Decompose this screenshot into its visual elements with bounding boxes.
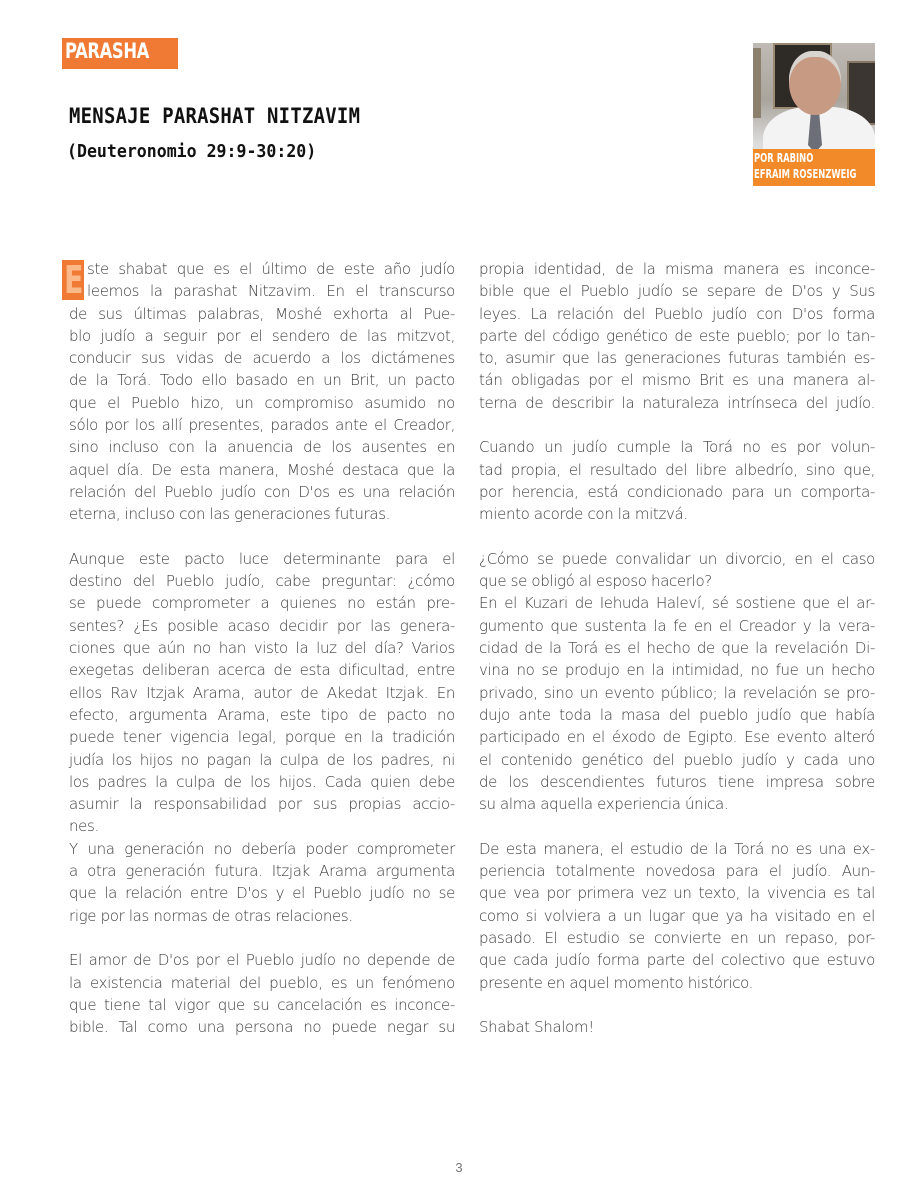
photo-head <box>789 51 841 115</box>
text-line: Aunque este pacto luce determinante para el <box>69 549 455 568</box>
text-line: puede tener vigencia legal, porque en la tradición <box>69 728 455 747</box>
text-line: sólo por los allí presentes, parados ante el Creador, <box>69 416 455 435</box>
paragraph <box>479 548 875 593</box>
text-line: leyes. La relación del Pueblo judío con D'os forma <box>479 304 875 323</box>
text-line: Y una generación no debería poder comprometer <box>69 839 455 858</box>
paragraph <box>64 258 455 526</box>
text-line: El amor de D'os por el Pueblo judío no depende de <box>69 951 455 970</box>
text-line: Cuando un judío cumple la Torá no es por volun- <box>479 438 875 457</box>
article-title: MENSAJE PARASHAT NITZAVIM <box>69 104 361 128</box>
photo-background-frame <box>753 48 761 118</box>
text-line: Shabat Shalom! <box>479 1018 594 1037</box>
text-line: por herencia, está condicionado para un comporta- <box>479 482 875 501</box>
text-line: judía los hijos no pagan la culpa de los padres, ni <box>69 750 455 769</box>
drop-cap <box>62 260 84 300</box>
text-line: terna de describir la naturaleza intrínseca del judío. <box>479 393 875 412</box>
paragraph <box>479 258 875 414</box>
text-line: tán obligadas por el mismo Brit es una manera al- <box>479 371 875 390</box>
text-line: su alma aquella experiencia única. <box>479 795 729 814</box>
text-line: En el Kuzari de Iehuda Haleví, sé sostiene que el ar- <box>479 594 875 613</box>
author-label-line2: EFRAIM ROSENZWEIG <box>754 167 857 181</box>
text-line: dujo ante toda la masa del pueblo judío que había <box>479 705 875 724</box>
text-line: periencia totalmente novedosa para el judío. Aun- <box>479 862 875 881</box>
paragraph <box>479 592 875 815</box>
text-line: participado en el éxodo de Egipto. Ese evento alteró <box>479 728 875 747</box>
author-card <box>753 43 875 186</box>
text-line: leemos la parashat Nitzavim. En el transcurso <box>87 282 455 301</box>
text-line: que vea por primera vez un texto, la vivencia es tal <box>479 884 875 903</box>
text-line: de los descendientes futuros tiene impresa sobre <box>479 772 875 791</box>
text-line: pasado. El estudio se convierte en un repaso, por- <box>479 928 875 947</box>
text-line: sino incluso con la anuencia de los ausentes en <box>69 438 455 457</box>
text-line: gumento que sustenta la fe en el Creador y la vera- <box>479 616 875 635</box>
text-line: que tiene tal vigor que su cancelación es inconce- <box>69 995 455 1014</box>
text-line: bible que el Pueblo judío se separe de D'os y Sus <box>479 282 875 301</box>
text-line: relación del Pueblo judío con D'os es una relación <box>69 482 455 501</box>
page-number: 3 <box>455 1160 463 1175</box>
text-line: to, asumir que las generaciones futuras también es- <box>479 349 875 368</box>
text-line: exegetas deliberan acerca de esta dificultad, entre <box>69 661 455 680</box>
text-line: blo judío a seguir por el sendero de las mitzvot, <box>69 326 455 345</box>
text-line: se puede comprometer a quienes no están pre- <box>69 594 455 613</box>
paragraph <box>69 548 455 838</box>
text-line: sentes? ¿Es posible acaso decidir por las genera- <box>69 616 455 635</box>
text-line: la existencia material del pueblo, es un fenómeno <box>69 973 455 992</box>
text-line: que cada judío forma parte del colectivo que estuvo <box>479 951 875 970</box>
text-line: eterna, incluso con las generaciones futuras. <box>69 505 391 524</box>
text-line: los padres la culpa de los hijos. Cada quien debe <box>69 772 455 791</box>
text-line: parte del código genético de este pueblo; por lo tan- <box>479 326 875 345</box>
article-column-left <box>64 258 455 1061</box>
article-subtitle: (Deuteronomio 29:9-30:20) <box>67 141 317 162</box>
text-line: ellos Rav Itzjak Arama, autor de Akedat Itzjak. En <box>69 683 455 702</box>
text-line: que la relación entre D'os y el Pueblo judío no se <box>69 884 455 903</box>
paragraph <box>69 838 455 927</box>
text-line: que se obligó al esposo hacerlo? <box>479 572 712 591</box>
text-line: tad propia, el resultado del libre albedrío, sino que, <box>479 460 875 479</box>
text-line: ¿Cómo se puede convalidar un divorcio, en el caso <box>479 549 875 568</box>
text-line: ciones que aún no han visto la luz del día? Varios <box>69 639 455 658</box>
drop-cap-letter: E <box>64 258 84 302</box>
text-line: conducir sus vidas de acuerdo a los dictámenes <box>69 349 455 368</box>
author-label-line1: POR RABINO <box>754 151 814 165</box>
author-label <box>753 149 875 186</box>
article-column-right <box>479 258 875 1061</box>
text-line: asumir la responsabilidad por sus propias accio- <box>69 795 455 814</box>
text-line: nes. <box>69 817 99 836</box>
text-line: de la Torá. Todo ello basado en un Brit, un pacto <box>69 371 455 390</box>
paragraph <box>479 436 875 525</box>
text-line: presente en aquel momento histórico. <box>479 973 754 992</box>
text-line: rige por las normas de otras relaciones. <box>69 906 353 925</box>
text-line: vina no se produjo en la intimidad, no fue un hecho <box>479 661 875 680</box>
paragraph <box>479 838 875 994</box>
text-line: como si volviera a un lugar que ya ha visitado en el <box>479 906 875 925</box>
section-tag-label: PARASHA <box>65 39 149 63</box>
section-tag <box>62 38 178 69</box>
closing-greeting <box>479 1016 875 1038</box>
text-line: miento acorde con la mitzvá. <box>479 505 688 524</box>
text-line: privado, sino un evento público; la revelación se pro- <box>479 683 875 702</box>
text-line: De esta manera, el estudio de la Torá no es una ex- <box>479 839 875 858</box>
text-line: ste shabat que es el último de este año judío <box>87 260 455 278</box>
text-line: a otra generación futura. Itzjak Arama argumenta <box>69 862 455 881</box>
text-line: bible. Tal como una persona no puede negar su <box>69 1018 455 1037</box>
text-line: que el Pueblo hizo, un compromiso asumido no <box>69 393 455 412</box>
text-line: cidad de la Torá es el hecho de que la revelación Di- <box>479 639 875 658</box>
text-line: de sus últimas palabras, Moshé exhorta al Pue- <box>69 304 455 323</box>
text-line: destino del Pueblo judío, cabe preguntar: ¿cómo <box>69 572 455 591</box>
text-line: el contenido genético del pueblo judío y cada uno <box>479 750 875 769</box>
text-line: efecto, argumenta Arama, este tipo de pacto no <box>69 705 455 724</box>
text-line: aquel día. De esta manera, Moshé destaca que la <box>69 460 455 479</box>
text-line: propia identidad, de la misma manera es inconce- <box>479 260 875 278</box>
paragraph <box>69 949 455 1038</box>
